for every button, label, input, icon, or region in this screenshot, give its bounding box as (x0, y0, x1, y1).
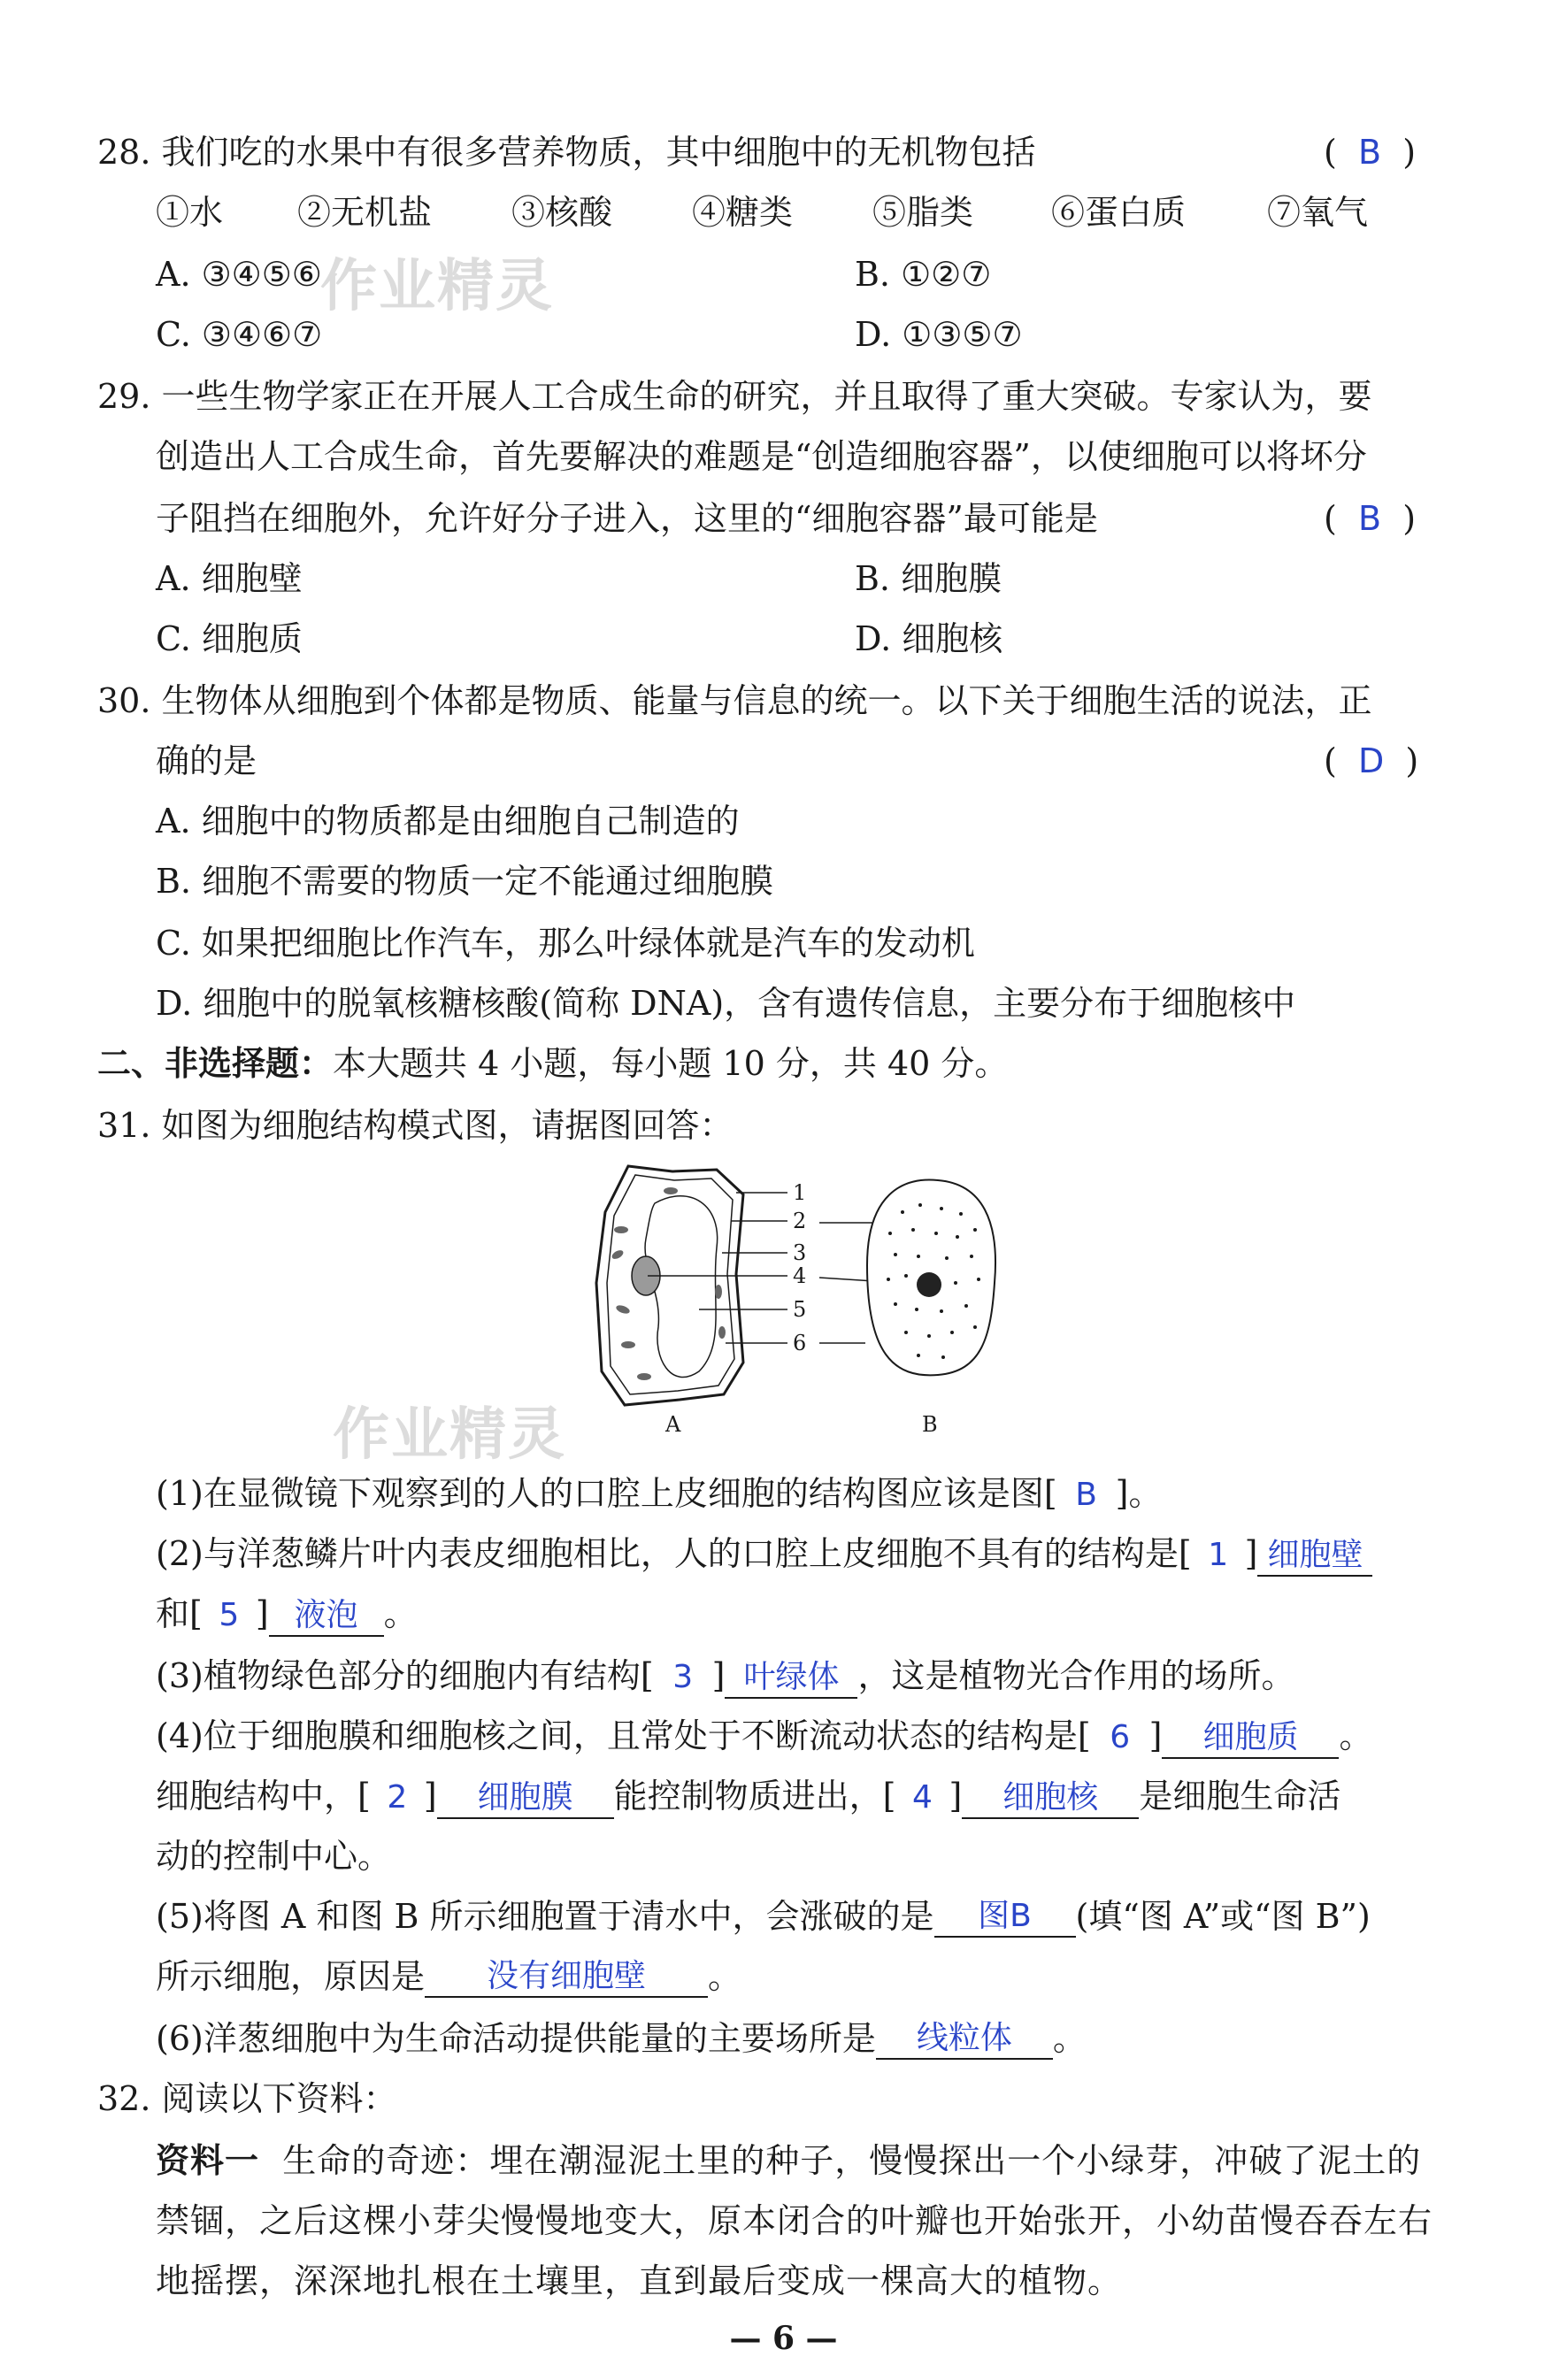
q31-part-4-line3: 动的控制中心。 (156, 1837, 392, 1876)
q31-p5-end2: 。 (708, 1957, 742, 1996)
q31-p1-text: (1)在显微镜下观察到的人的口腔上皮细胞的结构图应该是图[ (156, 1474, 1057, 1513)
diagram-label-4: 4 (793, 1263, 807, 1288)
q28-option-c: C. ③④⑥⑦ (156, 315, 323, 354)
q28-item-3: ③核酸 (511, 193, 613, 232)
diagram-label-1: 1 (793, 1180, 807, 1205)
q31-part-4: (4)位于细胞膜和细胞核之间，且常处于不断流动状态的结构是[ 6 ] 细胞质 。 (156, 1715, 1373, 1759)
q31-p4-word3: 细胞核 (962, 1777, 1139, 1819)
q31-part-6 (156, 2017, 1087, 2060)
diagram-label-6: 6 (793, 1331, 807, 1355)
diagram-caption-b: B (922, 1412, 938, 1437)
q28-item-1: ①水 (156, 193, 224, 232)
q31-part-2: (2)与洋葱鳞片叶内表皮细胞相比，人的口腔上皮细胞不具有的结构是[ 1 ] 细胞壁 (156, 1532, 1372, 1577)
q31-part-3: (3)植物绿色部分的细胞内有结构[ 3 ] 叶绿体 ，这是植物光合作用的场所。 (156, 1654, 1295, 1699)
q28-item-6: ⑥蛋白质 (1051, 193, 1187, 232)
q28-stem: 28. 我们吃的水果中有很多营养物质，其中细胞中的无机物包括 (97, 133, 1036, 172)
q31-p4-mid: 能控制物质进出，[ (613, 1777, 896, 1816)
diagram-label-5: 5 (793, 1297, 807, 1322)
q31-p4-end2: 是细胞生命活 (1139, 1777, 1341, 1816)
q31-stem: 31. 如图为细胞结构模式图，请据图回答： (97, 1106, 734, 1145)
q31-p2-text: (2)与洋葱鳞片叶内表皮细胞相比，人的口腔上皮细胞不具有的结构是[ (156, 1534, 1192, 1573)
q31-p4-text2: 细胞结构中，[ (156, 1777, 371, 1816)
q31-p2-num1: 1 (1208, 1537, 1229, 1573)
q28-item-4: ④糖类 (692, 193, 794, 232)
q32-line-3: 地摇摆，深深地扎根在土壤里，直到最后变成一棵高大的植物。 (156, 2261, 1123, 2300)
q31-p4-num3: 4 (912, 1779, 933, 1816)
q31-p5-text2: 所示细胞，原因是 (156, 1957, 426, 1996)
q31-p5-word: 图B (934, 1895, 1076, 1938)
q31-p4-text: (4)位于细胞膜和细胞核之间，且常处于不断流动状态的结构是[ (156, 1716, 1091, 1755)
q32-line-1: 生命的奇迹：埋在潮湿泥土里的种子，慢慢探出一个小绿芽，冲破了泥土的 (282, 2141, 1422, 2180)
q32-line-2: 禁锢，之后这棵小芽尖慢慢地变大，原本闭合的叶瓣也开始张开，小幼苗慢吞吞左右 (156, 2201, 1433, 2240)
q31-p2-end: 。 (383, 1594, 418, 1633)
q31-part-4-line2: 细胞结构中，[ 2 ] 细胞膜 能控制物质进出，[ 4 ] 细胞核 是细胞生命活 (156, 1775, 1340, 1819)
q29-option-d: D. 细胞核 (855, 619, 1003, 658)
cell-b-nucleus (917, 1272, 941, 1297)
q30-line-2: 确的是 (156, 741, 257, 780)
cell-diagram (566, 1159, 1026, 1442)
q29-answer-bracket: ( B ) (1324, 499, 1417, 538)
q32-label: 资料一 (156, 2141, 260, 2180)
q30-answer: D (1357, 741, 1385, 780)
section2-title: 二、非选择题： (97, 1044, 334, 1083)
watermark-2: 作业精灵 (333, 1402, 566, 1468)
q29-option-b: B. 细胞膜 (855, 559, 1002, 598)
q31-p5-word2: 没有细胞壁 (425, 1955, 708, 1998)
page-number: — 6 — (729, 2320, 838, 2357)
q30-line-1: 30. 生物体从细胞到个体都是物质、能量与信息的统一。以下关于细胞生活的说法，正 (97, 681, 1372, 720)
q31-p4-num: 6 (1110, 1719, 1131, 1755)
q31-p4-word: 细胞质 (1162, 1716, 1339, 1759)
watermark-1: 作业精灵 (320, 254, 554, 319)
q29-option-a: A. 细胞壁 (156, 559, 303, 598)
q28-item-2: ②无机盐 (297, 193, 433, 232)
q28-item-5: ⑤脂类 (872, 193, 974, 232)
section2-desc: 本大题共 4 小题，每小题 10 分，共 40 分。 (333, 1044, 1009, 1083)
q31-p3-text: (3)植物绿色部分的细胞内有结构[ (156, 1656, 654, 1695)
q29-answer: B (1357, 499, 1382, 538)
q31-p5-text: (5)将图 A 和图 B 所示细胞置于清水中，会涨破的是 (156, 1897, 934, 1936)
chloroplast-icon (614, 1226, 628, 1233)
q28-item-7: ⑦氧气 (1267, 193, 1369, 232)
q31-p1-end: ]。 (1115, 1474, 1163, 1513)
q31-p2-num2: 5 (219, 1597, 240, 1633)
diagram-caption-a: A (665, 1412, 681, 1437)
q31-p6-text: (6)洋葱细胞中为生命活动提供能量的主要场所是 (156, 2019, 876, 2058)
chloroplast-icon (715, 1285, 722, 1299)
q31-p2-word2: 液泡 (269, 1594, 384, 1637)
q32-stem: 32. 阅读以下资料： (97, 2079, 397, 2118)
diagram-label-3: 3 (793, 1240, 807, 1265)
chloroplast-icon (664, 1187, 678, 1194)
q31-p3-word: 叶绿体 (725, 1656, 857, 1699)
q28-option-d: D. ①③⑤⑦ (855, 315, 1023, 354)
q30-option-b: B. 细胞不需要的物质一定不能通过细胞膜 (156, 862, 774, 901)
q31-part-5 (156, 1895, 1371, 1938)
q28-option-a: A. ③④⑤⑥ (156, 255, 322, 294)
q29-line-2: 创造出人工合成生命，首先要解决的难题是“创造细胞容器”，以使细胞可以将坏分 (156, 437, 1367, 476)
q29-line-3: 子阻挡在细胞外，允许好分子进入，这里的“细胞容器”最可能是 (156, 499, 1098, 538)
chloroplast-icon (637, 1373, 651, 1380)
q31-p4-num2: 2 (387, 1779, 408, 1816)
q31-part-1 (156, 1472, 1162, 1516)
q32-material-1 (156, 2139, 1421, 2182)
q30-answer-bracket: ( D ) (1324, 741, 1419, 780)
q31-p2-and: 和[ (156, 1594, 203, 1633)
q28-answer-bracket: ( B ) (1324, 133, 1417, 172)
q31-p6-end: 。 (1052, 2019, 1087, 2058)
section2-heading (97, 1042, 1008, 1085)
q31-p3-end: ，这是植物光合作用的场所。 (857, 1656, 1295, 1695)
chloroplast-icon (621, 1341, 635, 1348)
q31-p6-word: 线粒体 (876, 2017, 1053, 2060)
q31-p2-word1: 细胞壁 (1257, 1534, 1372, 1577)
q31-p5-end: (填“图 A”或“图 B”) (1075, 1897, 1371, 1936)
q29-line-1: 29. 一些生物学家正在开展人工合成生命的研究，并且取得了重大突破。专家认为，要 (97, 377, 1372, 416)
q30-option-d: D. 细胞中的脱氧核糖核酸(简称 DNA)，含有遗传信息，主要分布于细胞核中 (156, 984, 1296, 1023)
q30-option-c: C. 如果把细胞比作汽车，那么叶绿体就是汽车的发动机 (156, 924, 975, 963)
q29-option-c: C. 细胞质 (156, 619, 303, 658)
diagram-label-2: 2 (793, 1209, 807, 1233)
q31-p1-answer: B (1075, 1477, 1097, 1513)
q28-option-b: B. ①②⑦ (855, 255, 992, 294)
q30-option-a: A. 细胞中的物质都是由细胞自己制造的 (156, 802, 740, 841)
q31-p3-num: 3 (672, 1659, 694, 1695)
q28-answer: B (1357, 133, 1382, 172)
q31-p4-end: 。 (1339, 1716, 1373, 1755)
q31-part-2-cont: 和[ 5 ] 液泡 。 (156, 1593, 418, 1637)
q31-part-5-line2 (156, 1955, 741, 1998)
chloroplast-icon (718, 1326, 726, 1339)
q31-p4-word2: 细胞膜 (437, 1777, 614, 1819)
